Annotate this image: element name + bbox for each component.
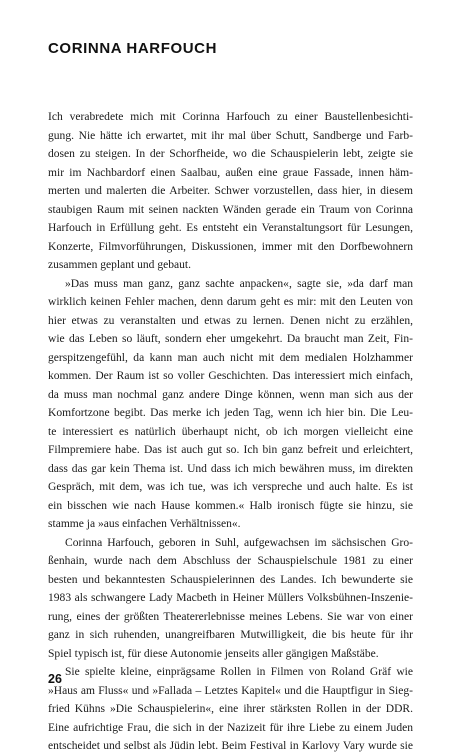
text-line: Eine aufrichtige Frau, die sich in der Nazizeit für ihre Liebe zu einem Juden bbox=[48, 721, 413, 734]
body-text bbox=[48, 108, 413, 756]
text-line: gerspitzengefühl, da kann man auch nicht mit dem medialen Holzhammer bbox=[48, 351, 413, 364]
chapter-title: CORINNA HARFOUCH bbox=[48, 40, 218, 57]
text-line: Filmpremiere habe. Das ist auch gut so. Ich bin ganz befreit und erleichtert, bbox=[48, 444, 413, 456]
text-line: merten und malerten die Arbeiter. Schwer vorzustellen, dass hier, in diesem bbox=[48, 185, 413, 197]
text-line: stamme ja »aus einfachen Verhältnissen«. bbox=[48, 518, 241, 530]
text-line: hier etwas zu veranstalten und etwas zu lernen. Denen nicht zu erzählen, bbox=[48, 314, 413, 327]
text-line: 1983 als schwangere Lady Macbeth in Heiner Müllers Volksbühnen-Inszenie- bbox=[48, 592, 413, 604]
text-line: dass das gar kein Thema ist. Und dass ich mich bewähren muss, im direkten bbox=[48, 462, 413, 475]
text-line: rung, eines der größten Theatererlebnisse meines Lebens. Sie war von einer bbox=[48, 610, 413, 623]
text-line: besten und bekanntesten Schauspielerinnen des Landes. Ich bewunderte sie bbox=[48, 573, 413, 586]
paragraph bbox=[48, 663, 413, 756]
text-line: fried Kühns »Die Schauspielerin«, eine ihrer stärksten Rollen in der DDR. bbox=[48, 703, 413, 715]
text-line: wirklich keinen Fehler machen, denn darum geht es mir: mit den Leuten von bbox=[48, 296, 413, 308]
text-line: ßenhain, wurde nach dem Abschluss der Schauspielschule 1981 zu einer bbox=[48, 555, 413, 567]
text-line: dosen zu steigen. In der Schorfheide, wo die Schauspielerin lebt, zeigte sie bbox=[48, 148, 413, 160]
text-line: entscheidet und selbst als Jüdin lebt. Beim Festival in Karlovy Vary wurde sie bbox=[48, 740, 413, 752]
text-line: zusammen geplant und gebaut. bbox=[48, 259, 192, 271]
text-line: gung. Nie hätte ich erwartet, mit ihr mal über Schutt, Sandberge und Farb- bbox=[48, 129, 413, 142]
text-line: Harfouch in Erfüllung geht. Es entsteht ein Veranstaltungsort für Lesungen, bbox=[48, 222, 413, 234]
text-line: ganz in sich ruhenden, unangreifbaren Mutwilligkeit, die bis heute für ihr bbox=[48, 629, 413, 641]
text-line: wie das Leben so läuft, sondern eher umgekehrt. Da braucht man Zeit, Fin- bbox=[48, 333, 413, 345]
paragraph bbox=[48, 108, 413, 275]
text-line: kommen. Der Raum ist so voller Geschichten. Das interessiert mich einfach, bbox=[48, 370, 413, 382]
text-line: staubigen Raum mit seinen nackten Wänden gerade ein Traum von Corinna bbox=[48, 203, 413, 216]
text-line: Corinna Harfouch, geboren in Suhl, aufgewachsen im sächsischen Gro- bbox=[65, 536, 413, 549]
text-line: Gespräch, mit dem, was ich tue, was ich verspreche und auch halte. Es ist bbox=[48, 481, 413, 493]
text-line: »Das muss man ganz, ganz sachte anpacken«, sagte sie, »da darf man bbox=[65, 277, 413, 290]
text-line: Spiel typisch ist, für diese Autonomie jenseits aller gängigen Maßstäbe. bbox=[48, 647, 379, 660]
text-line: da muss man nochmal ganz andere Dinge können, wenn man sich aus der bbox=[48, 388, 413, 401]
text-line: Ich verabredete mich mit Corinna Harfouch zu einer Baustellenbesichti- bbox=[48, 111, 413, 123]
text-line: ein bisschen wie nach Hause kommen.« Halb ironisch fügte sie hinzu, sie bbox=[48, 499, 413, 512]
text-line: »Haus am Fluss« und »Fallada – Letztes Kapitel« und die Hauptfigur in Sieg- bbox=[48, 684, 413, 697]
text-line: Komfortzone begibt. Das merke ich jeden Tag, wenn ich hier bin. Die Leu- bbox=[48, 407, 413, 419]
text-line: te interessiert es natürlich überhaupt nicht, ob ich morgen vielleicht eine bbox=[48, 425, 413, 438]
text-line: Sie spielte kleine, einprägsame Rollen in Filmen von Roland Gräf wie bbox=[65, 666, 413, 678]
page-number: 26 bbox=[48, 672, 62, 686]
text-line: Konzerte, Filmvorführungen, Diskussionen, immer mit den Dorfbewohnern bbox=[48, 240, 413, 253]
paragraph bbox=[48, 275, 413, 534]
text-line: mir im Nachbardorf einen Saalbau, außen eine graue Fassade, innen häm- bbox=[48, 166, 413, 179]
paragraph bbox=[48, 534, 413, 664]
